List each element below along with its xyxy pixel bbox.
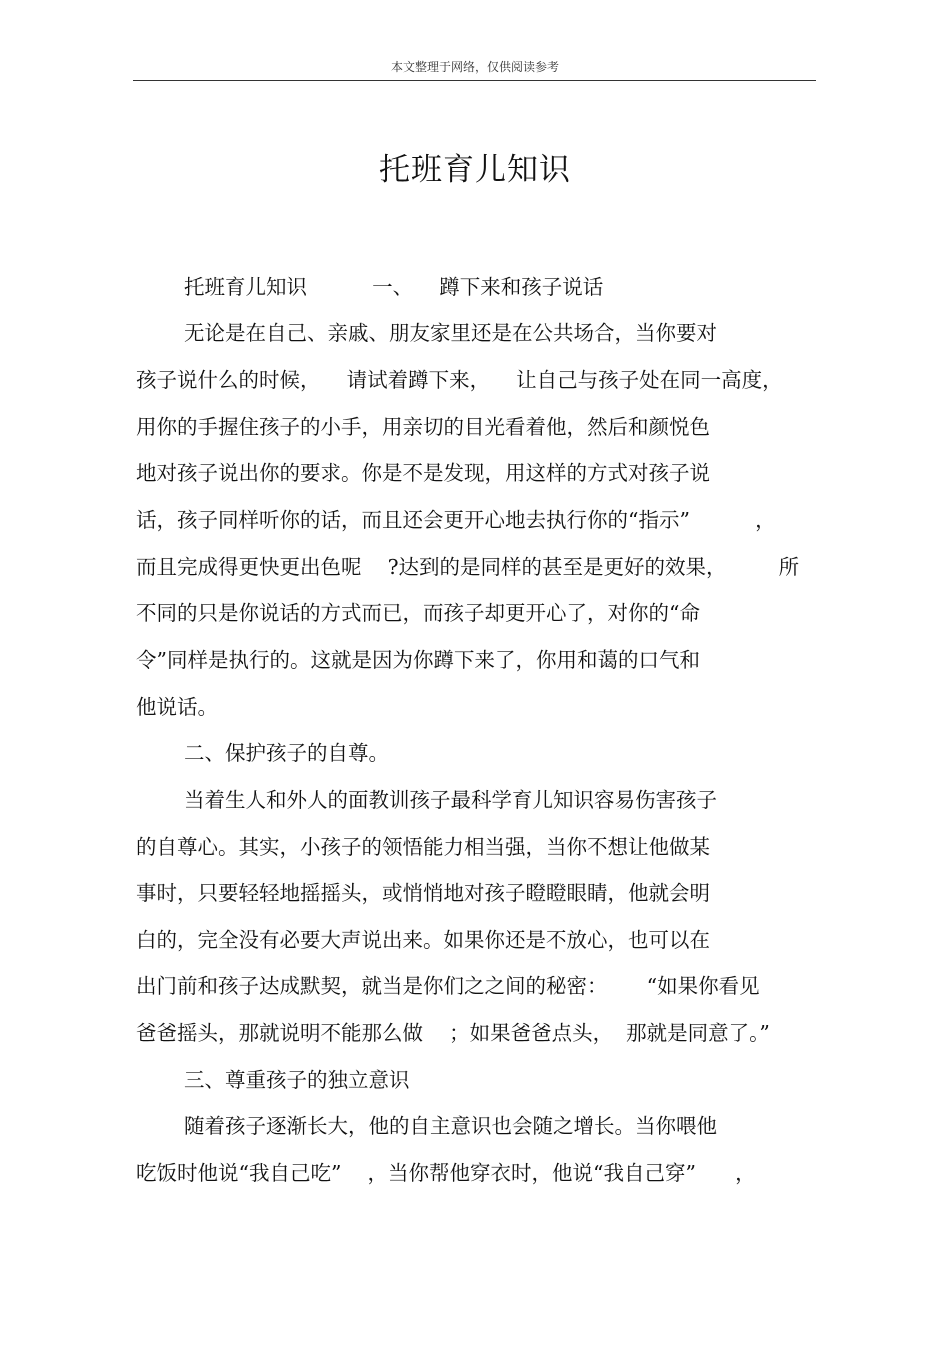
paragraph-line: 无论是在自己、亲戚、朋友家里还是在公共场合，当你要对: [184, 321, 717, 345]
paragraph-line: 吃饭时他说“我自己吃” ，当你帮他穿衣时，他说“我自己穿” ，: [136, 1161, 756, 1185]
header-note: 本文整理于网络，仅供阅读参考: [390, 60, 559, 74]
paragraph-line: 托班育儿知识 一、 蹲下来和孩子说话: [184, 275, 604, 299]
document-title: 托班育儿知识: [379, 152, 571, 188]
paragraph-line: 他说话。: [136, 695, 218, 719]
paragraph-line: 话，孩子同样听你的话，而且还会更开心地去执行你的“指示” ，: [136, 508, 776, 532]
section-heading: 三、尊重孩子的独立意识: [184, 1068, 410, 1092]
paragraph-line: 当着生人和外人的面教训孩子最科学育儿知识容易伤害孩子: [184, 788, 717, 812]
paragraph-line: 而且完成得更快更出色呢 ?达到的是同样的甚至是更好的效果， 所: [136, 555, 800, 579]
paragraph-line: 出门前和孩子达成默契，就当是你们之之间的秘密： “如果你看见: [136, 974, 760, 998]
paragraph-line: 令”同样是执行的。这就是因为你蹲下来了，你用和蔼的口气和: [136, 648, 700, 672]
paragraph-line: 用你的手握住孩子的小手，用亲切的目光看着他，然后和颜悦色: [136, 415, 710, 439]
paragraph-line: 事时，只要轻轻地摇摇头，或悄悄地对孩子瞪瞪眼睛，他就会明: [136, 881, 710, 905]
paragraph-line: 孩子说什么的时候， 请试着蹲下来， 让自己与孩子处在同一高度，: [136, 368, 783, 392]
paragraph-line: 不同的只是你说话的方式而已，而孩子却更开心了，对你的“命: [136, 601, 700, 625]
paragraph-line: 地对孩子说出你的要求。你是不是发现，用这样的方式对孩子说: [136, 461, 710, 485]
paragraph-line: 白的，完全没有必要大声说出来。如果你还是不放心，也可以在: [136, 928, 710, 952]
paragraph-line: 的自尊心。其实，小孩子的领悟能力相当强，当你不想让他做某: [136, 835, 710, 859]
paragraph-line: 随着孩子逐渐长大，他的自主意识也会随之增长。当你喂他: [184, 1114, 717, 1138]
paragraph-line: 爸爸摇头，那就说明不能那么做 ；如果爸爸点头， 那就是同意了。”: [136, 1021, 770, 1045]
header-divider: [133, 80, 816, 81]
section-heading: 二、保护孩子的自尊。: [184, 741, 389, 765]
